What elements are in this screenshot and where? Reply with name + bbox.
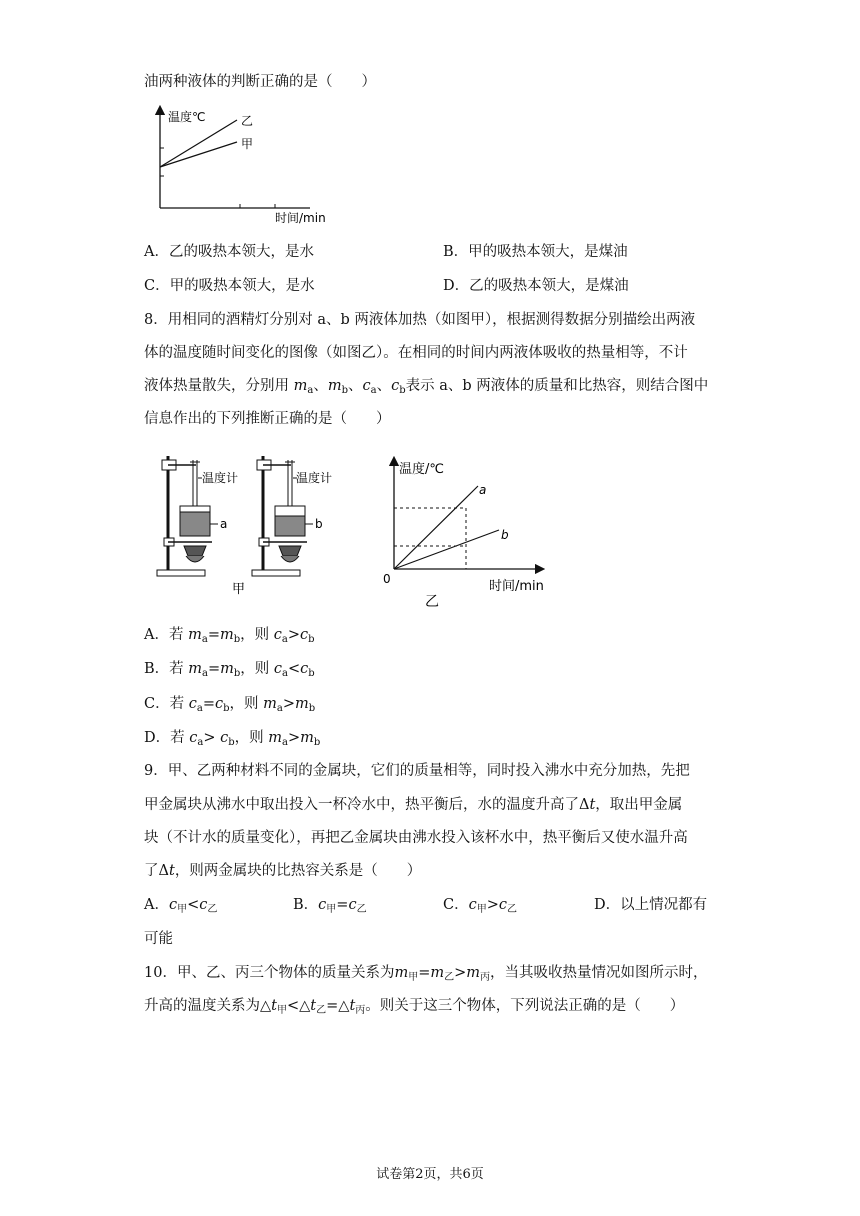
q8-option-c: C．若 $c_a=c_b$，则 $m_a>m_b$ [144,696,316,714]
thermometer-label-a: 温度计 [202,471,239,485]
q8-graph-y-label: 温度/℃ [399,462,444,477]
q7-line-label-jia: 甲 [241,137,254,151]
apparatus-caption: 甲 [232,582,246,597]
q8-stem-line-3: 液体热量散失，分别用 $m_a$、$m_b$、$c_a$、$c_b$表示 a、b 两液体的质量和比热容，则结合图中 [144,378,709,396]
q7-stem-tail: 油两种液体的判断正确的是（ ） [144,74,376,90]
q9-stem-line-4: 了Δt，则两金属块的比热容关系是（ ） [144,863,422,879]
liquid-label-a: a [220,517,228,531]
q8-apparatus-figure [150,450,370,600]
q9-stem-line-2: 甲金属块从沸水中取出投入一杯冷水中，热平衡后，水的温度升高了Δt，取出甲金属 [144,797,683,813]
q8-option-a: A．若 $m_a=m_b$，则 $c_a>c_b$ [144,627,315,645]
q8-graph-caption: 乙 [425,594,439,610]
q8-graph-x-label: 时间/min [489,579,544,594]
q7-temperature-chart [150,105,350,225]
q7-y-label: 温度℃ [168,110,206,124]
q8-line3-pre: 液体热量散失，分别用 [144,378,289,394]
q8-stem-line-1: 8．用相同的酒精灯分别对 a、b 两液体加热（如图甲），根据测得数据分别描绘出两液 [144,312,696,328]
q7-line-yi [160,120,237,167]
q9-option-a: A．$c_甲<c_乙$ [144,897,218,915]
q8-graph-origin: 0 [383,572,391,586]
q7-x-label: 时间/min [275,211,326,225]
q8-option-b: B．若 $m_a=m_b$，则 $c_a<c_b$ [144,661,315,679]
q9-option-b: B．$c_甲=c_乙$ [293,897,367,915]
q8-temperature-graph [375,456,555,616]
q9-stem-line-1: 9．甲、乙两种材料不同的金属块，它们的质量相等，同时投入沸水中充分加热，先把 [144,763,690,779]
q9-option-d: D．以上情况都有 [594,897,708,913]
q10-stem-line-1: 10．甲、乙、丙三个物体的质量关系为$m_甲=m_乙>m_丙$，当其吸收热量情况如图所示时， [144,965,708,983]
q7-option-c: C．甲的吸热本领大，是水 [144,278,315,294]
q8-graph-label-a: a [479,483,487,497]
q7-line-label-yi: 乙 [241,114,254,128]
q7-option-d: D．乙的吸热本领大，是煤油 [443,278,629,294]
q7-option-b: B．甲的吸热本领大，是煤油 [443,244,628,260]
q9-stem-line-3: 块（不计水的质量变化），再把乙金属块由沸水投入该杯水中，热平衡后又使水温升高 [144,830,688,846]
q8-graph-label-b: b [501,528,509,542]
q9-option-d-continued: 可能 [144,931,173,947]
q8-option-d: D．若 $c_a> c_b$，则 $m_a>m_b$ [144,730,321,748]
q8-line-a [394,486,478,569]
q8-stem-line-2: 体的温度随时间变化的图像（如图乙）。在相同的时间内两液体吸收的热量相等，不计 [144,345,688,361]
liquid-label-b: b [315,517,323,531]
q7-line-jia [160,142,237,167]
q8-stem-line-4: 信息作出的下列推断正确的是（ ） [144,411,391,427]
q10-stem-line-2: 升高的温度关系为$\triangle t_甲<\triangle t_乙=\triangle t_丙$。则关于这三个物体，下列说法正确的是（ ） [144,998,685,1016]
q9-option-c: C．$c_甲>c_乙$ [443,897,518,915]
q8-line-b [394,530,499,569]
q8-line3-post: 表示 a、b 两液体的质量和比热容，则结合图中 [405,378,709,394]
q7-option-a: A．乙的吸热本领大，是水 [144,244,314,260]
page-footer: 试卷第2页，共6页 [376,1167,484,1182]
thermometer-label-b: 温度计 [296,471,333,485]
